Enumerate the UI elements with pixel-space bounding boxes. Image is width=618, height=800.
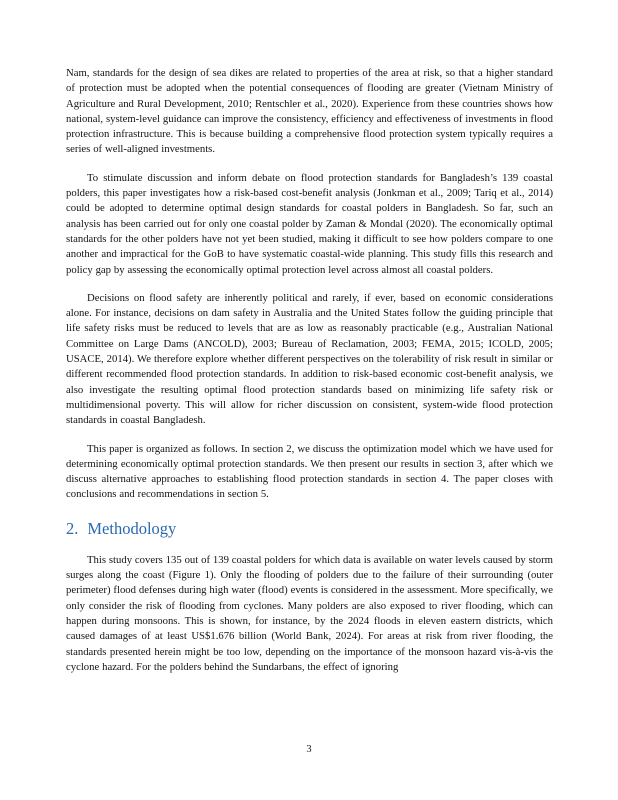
section-number: 2. <box>66 518 79 538</box>
paragraph: Nam, standards for the design of sea dikes are related to properties of the area at risk, so that a higher standard of protection must be adopted when the potential consequences of flooding are greater (Vietnam Ministry of Agriculture and Rural Development, 2010; Rentschler et al., 2020). Experience from these countries shows how national, system-level guidance can improve the consistency, efficiency and effectiveness of investments in flood protection infrastructure. This is because building a comprehensive flood protection system typically requires a series of well-aligned investments. <box>66 67 553 156</box>
section-heading <box>66 520 553 538</box>
page-content <box>66 66 553 688</box>
body-text-after-heading <box>66 553 553 675</box>
body-text-before-heading <box>66 66 553 503</box>
paragraph: To stimulate discussion and inform debate on flood protection standards for Bangladesh’s 139 coastal polders, this paper investigates how a risk-based cost-benefit analysis (Jonkman et al., 2009; Tariq et al., 2014) could be adopted to determine optimal design standards for coastal polders in Bangladesh. So far, such an analysis has been carried out for only one coastal polder by Zaman & Mondal (2020). The economically optimal standards for the other polders have not yet been studied, making it difficult to see how polders compare to one another and impractical for the GoB to have systematic coastal-wide planning. This study fills this research and policy gap by assessing the economically optimal protection level across almost all coastal polders. <box>66 171 553 276</box>
section-title: Methodology <box>87 518 177 538</box>
paragraph: This paper is organized as follows. In section 2, we discuss the optimization model which we have used for determining economically optimal protection standards. We then present our results in section 3, after which we discuss alternative approaches to establishing flood protection standards in section 4. The paper closes with conclusions and recommendations in section 5. <box>66 442 553 501</box>
page-number: 3 <box>306 744 312 755</box>
paragraph: This study covers 135 out of 139 coastal polders for which data is available on water levels caused by storm surges along the coast (Figure 1). Only the flooding of polders due to the failure of their surrounding (outer perimeter) flood defenses during high water (flood) events is considered in the assessment. More specifically, we only consider the risk of flooding from cyclones. Many polders are also exposed to river flooding, which can happen during monsoons. This is shown, for instance, by the 2024 floods in eleven eastern districts, which caused damages of at least US$1.676 billion (World Bank, 2024). For areas at risk from river flooding, the standards presented herein might be too low, depending on the importance of the monsoon hazard vis-à-vis the cyclone hazard. For the polders behind the Sundarbans, the effect of ignoring <box>66 553 553 673</box>
paragraph: Decisions on flood safety are inherently political and rarely, if ever, based on economic considerations alone. For instance, decisions on dam safety in Australia and the United States follow the guiding principle that life safety risks must be reduced to levels that are as low as reasonably practicable (e.g., Australian National Committee on Large Dams (ANCOLD), 2003; Bureau of Reclamation, 2003; FEMA, 2015; ICOLD, 2005; USACE, 2014). We therefore explore whether different perspectives on the tolerability of risk result in similar or different recommended flood protection standards. In addition to risk-based economic cost-benefit analysis, we also investigate the resulting optimal flood protection standards based on minimizing life safety risk or multidimensional poverty. This will allow for richer discussion on consistent, system-wide flood protection standards in coastal Bangladesh. <box>66 291 553 427</box>
